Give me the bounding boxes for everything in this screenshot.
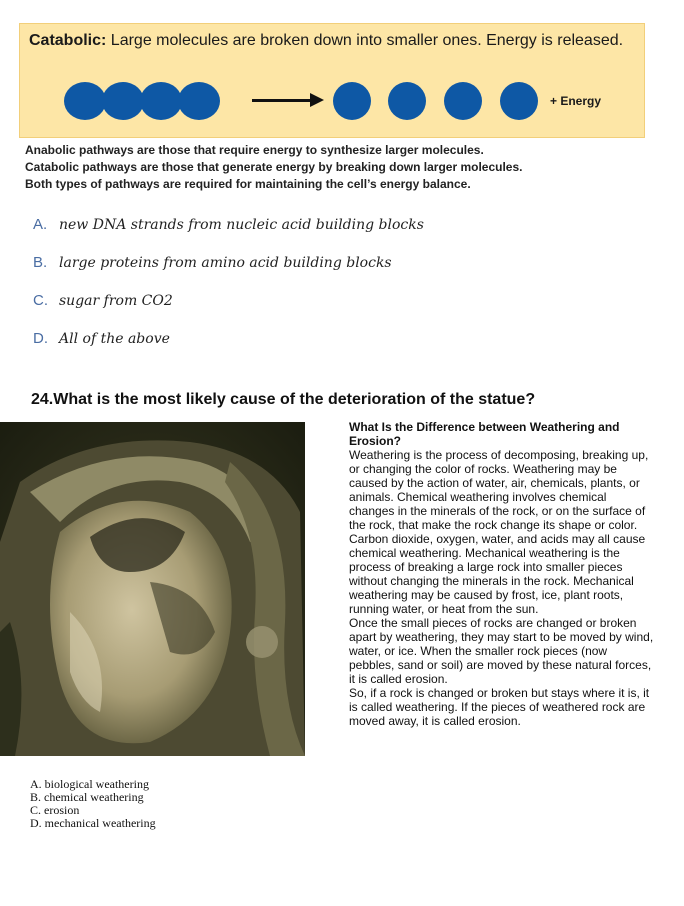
catabolic-diagram-box: [19, 23, 645, 138]
reaction-arrow-shaft: [252, 99, 312, 102]
choice-chemical-weathering[interactable]: B. chemical weathering: [30, 790, 144, 804]
choice-text: sugar from CO2: [59, 293, 173, 309]
choice-text: new DNA strands from nucleic acid building blocks: [59, 217, 424, 233]
chain-molecule: [140, 82, 182, 120]
chain-molecule: [102, 82, 144, 120]
choice-mechanical-weathering[interactable]: D. mechanical weathering: [30, 816, 156, 830]
catabolic-title: [29, 32, 623, 50]
catabolic-title-rest: Large molecules are broken down into smaller ones. Energy is released.: [106, 32, 624, 49]
choice-d[interactable]: [33, 330, 424, 368]
choice-c[interactable]: [33, 292, 424, 330]
choice-letter: B.: [33, 254, 48, 271]
choice-biological-weathering[interactable]: A. biological weathering: [30, 777, 149, 791]
choice-letter: C.: [33, 292, 48, 309]
choice-erosion[interactable]: C. erosion: [30, 803, 80, 817]
answer-choices-top: [33, 216, 424, 368]
free-molecule: [444, 82, 482, 120]
choice-letter: A.: [33, 216, 48, 233]
statue-photo: [0, 422, 305, 756]
article-paragraph-erosion: Once the small pieces of rocks are changed or broken apart by weathering, they may start to be moved by wind, water, or ice. When the smaller rock pieces (now pebbles, sand or soil) are moved by these natural forces, it is called erosion.: [349, 616, 654, 686]
pathway-notes: [25, 142, 522, 193]
free-molecule: [388, 82, 426, 120]
weathering-article: [349, 420, 654, 728]
article-title: What Is the Difference between Weathering and Erosion?: [349, 420, 620, 448]
free-molecule: [333, 82, 371, 120]
note-balance: Both types of pathways are required for maintaining the cell’s energy balance.: [25, 177, 471, 191]
article-paragraph-summary: So, if a rock is changed or broken but stays where it is, it is called weathering. If the pieces of weathered rock are moved away, it is called erosion.: [349, 686, 650, 728]
large-molecule-chain: [64, 82, 244, 118]
question-24: 24.What is the most likely cause of the deterioration of the statue?: [31, 391, 536, 408]
choice-text: large proteins from amino acid building blocks: [59, 255, 392, 271]
chain-molecule: [64, 82, 106, 120]
choice-b[interactable]: [33, 254, 424, 292]
free-molecule: [500, 82, 538, 120]
article-paragraph-weathering: Weathering is the process of decomposing, breaking up, or changing the color of rocks. Weathering may be caused by the action of water, air, chemicals, plants, or animals. Chemical weathering involves chemical changes in the minerals of the rock, or on the surface of the rock, that make the rock change its shape or color. Carbon dioxide, oxygen, water, and acids may all cause chemical weathering. Mechanical weathering is the process of breaking a large rock into smaller pieces without changing the minerals in the rock. Mechanical weathering may be caused by frost, ice, plant roots, running water, or heat from the sun.: [349, 448, 649, 616]
energy-label: + Energy: [550, 94, 602, 108]
note-anabolic: Anabolic pathways are those that require energy to synthesize larger molecules.: [25, 143, 484, 157]
choice-text: All of the above: [59, 331, 170, 347]
catabolic-title-bold: Catabolic:: [29, 32, 107, 49]
choice-a[interactable]: [33, 216, 424, 254]
chain-molecule: [178, 82, 220, 120]
note-catabolic: Catabolic pathways are those that generate energy by breaking down larger molecules.: [25, 160, 523, 174]
reaction-arrow-head: [310, 93, 324, 107]
answer-choices-bottom: [30, 778, 156, 830]
choice-letter: D.: [33, 330, 48, 347]
